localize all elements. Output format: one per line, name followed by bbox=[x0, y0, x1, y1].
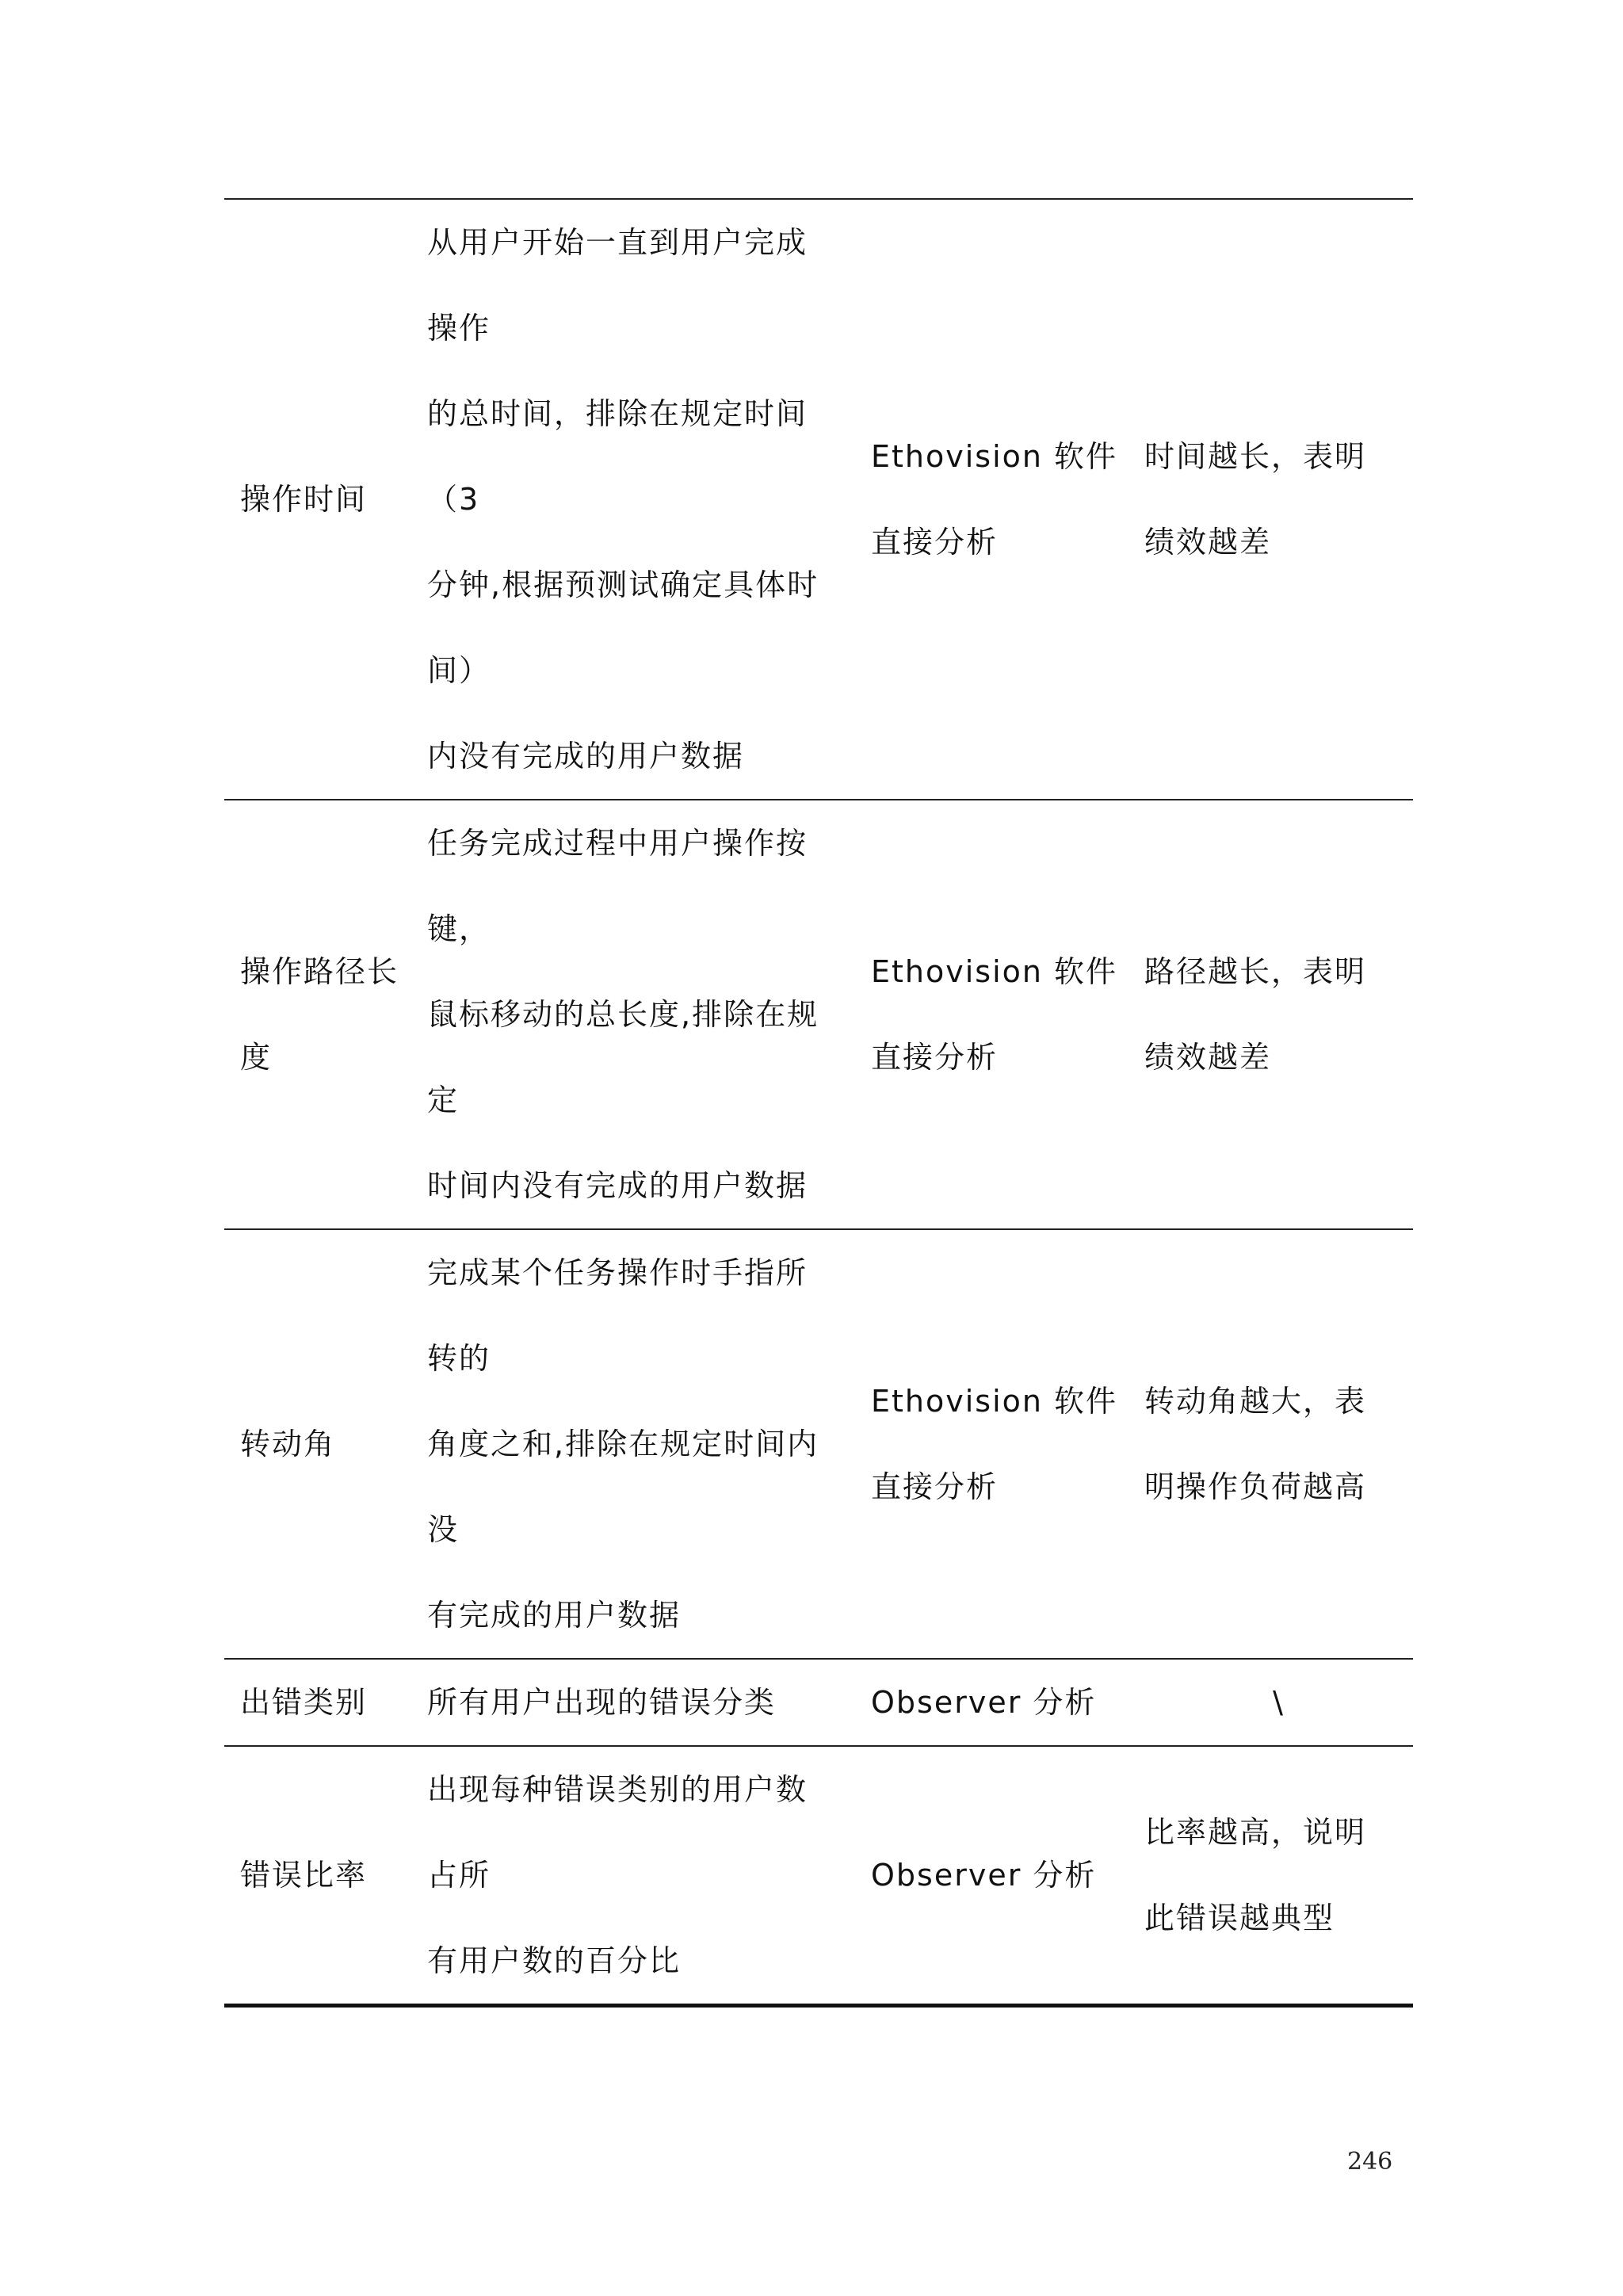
metric-meaning: \ bbox=[1273, 1685, 1285, 1720]
table-row bbox=[224, 199, 1413, 800]
metric-name: 转动角 bbox=[240, 1427, 336, 1461]
metric-meaning: 路径越长，表明 绩效越差 bbox=[1144, 954, 1367, 1075]
metrics-table bbox=[224, 198, 1413, 2008]
metric-method: Observer 分析 bbox=[871, 1858, 1097, 1893]
metric-description: 出现每种错误类别的用户数 占所 有用户数的百分比 bbox=[427, 1772, 808, 1978]
metric-name: 操作路径长 度 bbox=[240, 954, 399, 1075]
page-number: 246 bbox=[1347, 2148, 1393, 2176]
table-row bbox=[224, 1746, 1413, 2006]
metric-description: 任务完成过程中用户操作按 键， 鼠标移动的总长度,排除在规 定 时间内没有完成的用户数据 bbox=[427, 826, 819, 1203]
metric-meaning: 时间越长，表明 绩效越差 bbox=[1144, 439, 1367, 560]
metric-description: 完成某个任务操作时手指所 转的 角度之和,排除在规定时间内 没 有完成的用户数据 bbox=[427, 1255, 819, 1633]
metric-method: Ethovision 软件 直接分析 bbox=[871, 954, 1118, 1075]
metric-description: 所有用户出现的错误分类 bbox=[427, 1685, 777, 1720]
metric-method: Ethovision 软件 直接分析 bbox=[871, 1384, 1118, 1504]
table-row bbox=[224, 800, 1413, 1229]
metric-name: 出错类别 bbox=[240, 1685, 368, 1720]
metric-name: 操作时间 bbox=[240, 482, 368, 517]
metric-method: Observer 分析 bbox=[871, 1685, 1097, 1720]
metric-description: 从用户开始一直到用户完成 操作 的总时间，排除在规定时间 （3 分钟,根据预测试确定具体时 间） 内没有完成的用户数据 bbox=[427, 225, 819, 774]
table-row bbox=[224, 1229, 1413, 1659]
metric-method: Ethovision 软件 直接分析 bbox=[871, 439, 1118, 560]
metric-meaning: 转动角越大，表 明操作负荷越高 bbox=[1144, 1384, 1367, 1504]
metric-name: 错误比率 bbox=[240, 1858, 368, 1893]
table-row bbox=[224, 1659, 1413, 1746]
metric-meaning: 比率越高，说明 此错误越典型 bbox=[1144, 1815, 1367, 1935]
